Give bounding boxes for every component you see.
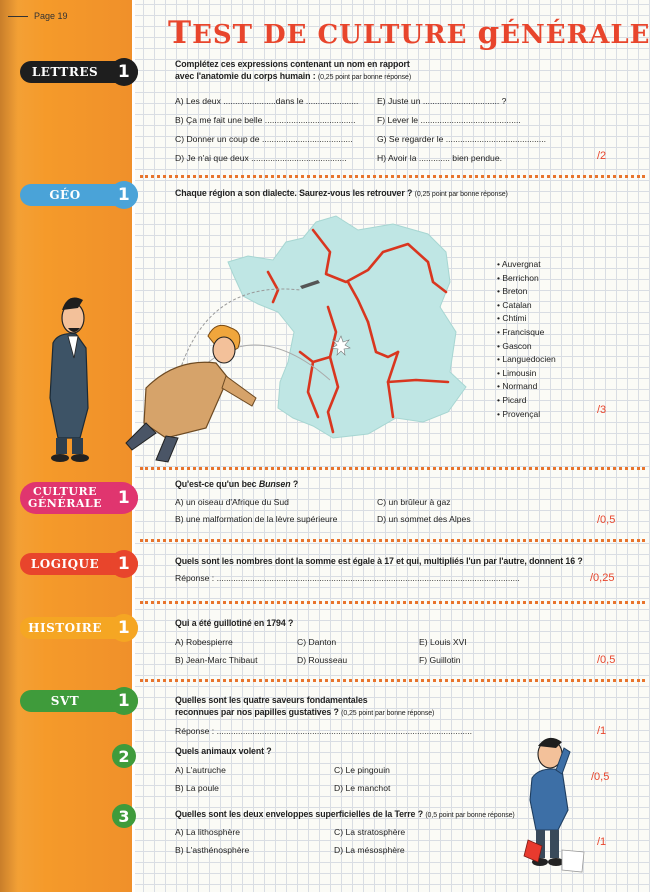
page-title: TEST DE CULTURE gÉNÉRALE bbox=[168, 15, 650, 51]
answer-line[interactable]: Réponse : ............................................................................................................................... bbox=[175, 573, 520, 583]
list-item: • Breton bbox=[497, 285, 556, 299]
question-logique: Quels sont les nombres dont la somme est égale à 17 et qui, multipliés l'un par l'autre, donnent 16 ? bbox=[175, 556, 583, 566]
badge-label: LETTRES bbox=[31, 65, 99, 79]
divider bbox=[140, 467, 645, 470]
score-svt-1: /1 bbox=[597, 725, 607, 737]
badge-number: 1 bbox=[110, 58, 138, 86]
cartoon-character-man-icon bbox=[28, 288, 100, 463]
badge-label: LOGIQUE bbox=[30, 557, 100, 571]
list-item: • Gascon bbox=[497, 340, 556, 354]
answer-option[interactable]: B) une malformation de la lèvre supérieure bbox=[175, 514, 338, 524]
answer-line[interactable]: D) Je n'ai que deux ........................................ bbox=[175, 153, 347, 163]
badge-number: 1 bbox=[110, 550, 138, 578]
divider bbox=[140, 601, 645, 604]
question-culture: Qu'est-ce qu'un bec Bunsen ? bbox=[175, 479, 299, 489]
answer-option[interactable]: A) Robespierre bbox=[175, 637, 233, 647]
badge-label: GÉNÉRALE bbox=[27, 497, 102, 510]
question-svt-3: Quelles sont les deux enveloppes superficielles de la Terre ? (0,5 point par bonne réponse) bbox=[175, 809, 515, 819]
answer-line[interactable]: G) Se regarder le .......................................... bbox=[377, 134, 547, 144]
score-geo: /3 bbox=[597, 404, 607, 416]
answer-option[interactable]: A) L'autruche bbox=[175, 765, 226, 775]
section-badge-histoire bbox=[20, 617, 138, 639]
score-svt-3: /1 bbox=[597, 836, 607, 848]
question-histoire: Qui a été guillotiné en 1794 ? bbox=[175, 618, 294, 628]
score-histoire: /0,5 bbox=[597, 654, 616, 666]
answer-line[interactable]: F) Lever le .......................................... bbox=[377, 115, 521, 125]
badge-number: 1 bbox=[110, 181, 138, 209]
answer-line[interactable]: Réponse : ........................................................................................................... bbox=[175, 726, 473, 736]
section-badge-svt bbox=[20, 690, 138, 712]
list-item: • Limousin bbox=[497, 367, 556, 381]
score-lettres: /2 bbox=[597, 150, 607, 162]
badge-label: HISTOIRE bbox=[28, 621, 102, 635]
list-item: • Auvergnat bbox=[497, 258, 556, 272]
score-svt-2: /0,5 bbox=[591, 771, 610, 783]
answer-option[interactable]: B) L'asthénosphère bbox=[175, 845, 250, 855]
cartoon-character-thrower-icon bbox=[116, 318, 266, 466]
answer-option[interactable]: A) La lithosphère bbox=[175, 827, 240, 837]
list-item: • Francisque bbox=[497, 326, 556, 340]
question-geo: Chaque région a son dialecte. Saurez-vous les retrouver ? (0,25 point par bonne réponse) bbox=[175, 188, 508, 198]
section-badge-geo bbox=[20, 184, 138, 206]
badge-number: 1 bbox=[110, 614, 138, 642]
answer-line[interactable]: H) Avoir la ............. bien pendue. bbox=[377, 153, 502, 163]
answer-option[interactable]: B) La poule bbox=[175, 783, 219, 793]
question-number-2: 2 bbox=[112, 744, 136, 768]
answer-option[interactable]: E) Louis XVI bbox=[419, 637, 467, 647]
divider bbox=[140, 175, 645, 178]
badge-number: 1 bbox=[110, 687, 138, 715]
badge-number: 1 bbox=[110, 484, 138, 512]
list-item: • Berrichon bbox=[497, 272, 556, 286]
answer-line[interactable]: C) Donner un coup de ...................................... bbox=[175, 134, 353, 144]
badge-label: GÉO bbox=[49, 188, 81, 202]
divider bbox=[140, 679, 645, 682]
answer-option[interactable]: C) un brûleur à gaz bbox=[377, 497, 451, 507]
answer-option[interactable]: D) un sommet des Alpes bbox=[377, 514, 471, 524]
list-item: • Chtimi bbox=[497, 312, 556, 326]
answer-option[interactable]: B) Jean-Marc Thibaut bbox=[175, 655, 258, 665]
answer-option[interactable]: F) Guillotin bbox=[419, 655, 461, 665]
section-badge-logique bbox=[20, 553, 138, 575]
answer-option[interactable]: D) Le manchot bbox=[334, 783, 391, 793]
cartoon-character-thinking-icon bbox=[510, 730, 592, 880]
question-lettres: Complétez ces expressions contenant un nom en rapport avec l'anatomie du corps humain : (0,25 point par bonne réponse) bbox=[175, 59, 412, 81]
badge-label: CULTURE bbox=[33, 485, 97, 498]
section-badge-culture bbox=[20, 482, 138, 514]
list-item: • Normand bbox=[497, 380, 556, 394]
score-logique: /0,25 bbox=[590, 572, 615, 584]
answer-line[interactable]: A) Les deux ......................dans le ...................... bbox=[175, 96, 359, 106]
region-list bbox=[497, 258, 556, 421]
answer-option[interactable]: D) Rousseau bbox=[297, 655, 348, 665]
list-item: • Picard bbox=[497, 394, 556, 408]
list-item: • Languedocien bbox=[497, 353, 556, 367]
question-svt-1: Quelles sont les quatre saveurs fondamentales reconnues par nos papilles gustatives ? (0,25 point par bonne réponse) bbox=[175, 695, 435, 717]
question-number-3: 3 bbox=[112, 804, 136, 828]
list-item: • Provençal bbox=[497, 408, 556, 422]
badge-label: SVT bbox=[50, 694, 80, 708]
answer-option[interactable]: C) Danton bbox=[297, 637, 337, 647]
answer-option[interactable]: A) un oiseau d'Afrique du Sud bbox=[175, 497, 289, 507]
divider bbox=[140, 539, 645, 542]
answer-option[interactable]: D) La mésosphère bbox=[334, 845, 405, 855]
page-number: Page 19 bbox=[34, 11, 68, 21]
answer-option[interactable]: C) Le pingouin bbox=[334, 765, 390, 775]
answer-option[interactable]: C) La stratosphère bbox=[334, 827, 406, 837]
question-svt-2: Quels animaux volent ? bbox=[175, 746, 272, 756]
answer-line[interactable]: B) Ça me fait une belle ...................................... bbox=[175, 115, 356, 125]
answer-line[interactable]: E) Juste un ................................ ? bbox=[377, 96, 507, 106]
section-badge-lettres bbox=[20, 61, 138, 83]
score-culture: /0,5 bbox=[597, 514, 616, 526]
list-item: • Catalan bbox=[497, 299, 556, 313]
